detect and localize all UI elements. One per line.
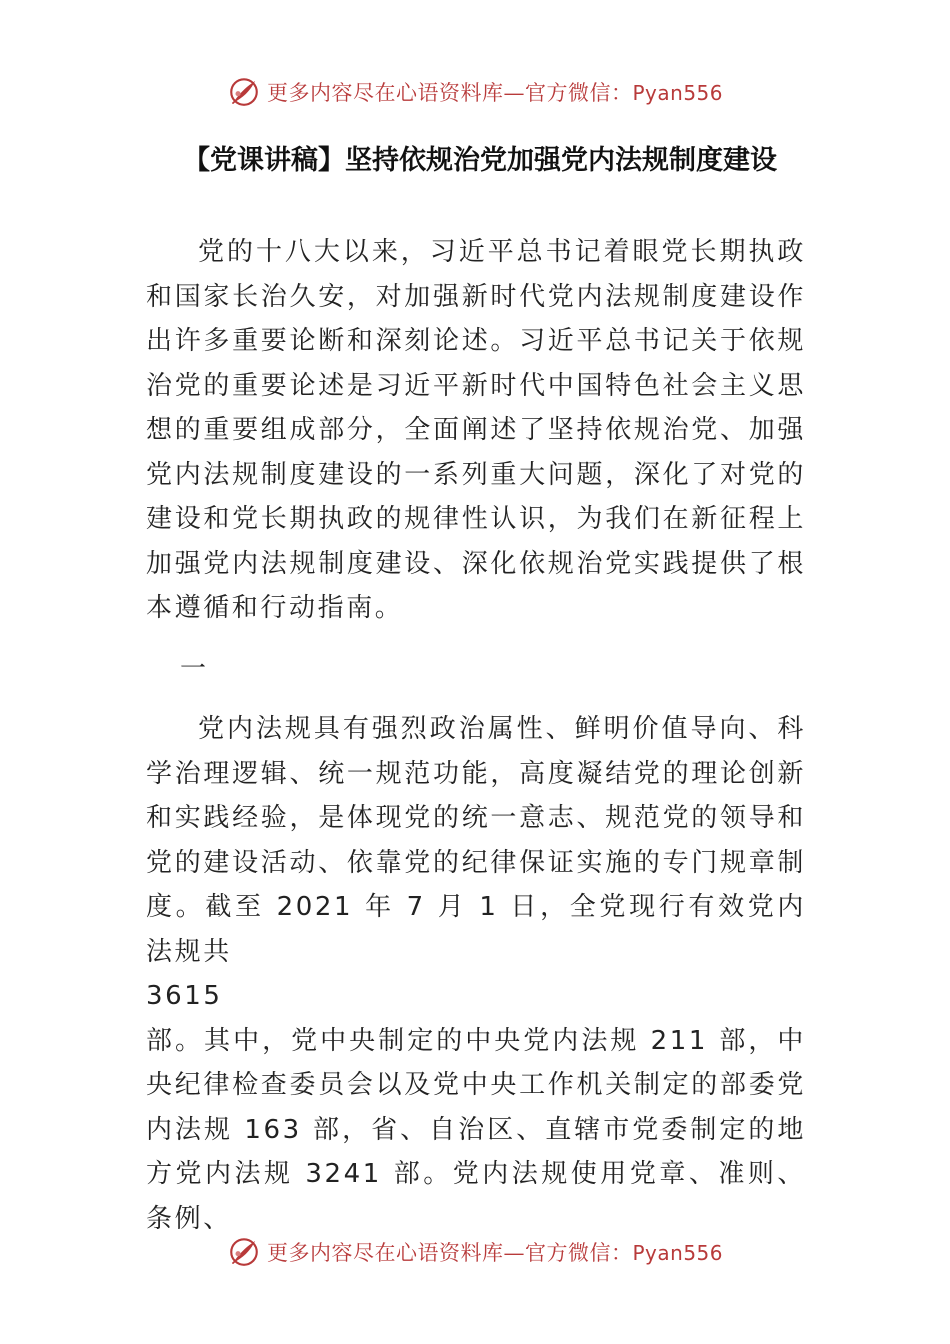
- document-title: 【党课讲稿】坚持依规治党加强党内法规制度建设: [183, 145, 777, 176]
- banner-text-wechat-id: Pyan556: [632, 1241, 723, 1265]
- body-paragraph-2: 党内法规具有强烈政治属性、鲜明价值导向、科学治理逻辑、统一规范功能，高度凝结党的理论创新和实践经验，是体现党的统一意志、规范党的领导和党的建设活动、依靠党的纪律保证实施的专门规章制度。截至 2021 年 7 月 1 日，全党现行有效党内法规共: [146, 714, 806, 967]
- feather-logo-icon: [227, 75, 261, 109]
- body-paragraph-number: 3615: [146, 981, 223, 1011]
- banner-text-wechat-id: Pyan556: [632, 81, 723, 105]
- banner-text: [267, 1237, 723, 1267]
- feather-logo-icon: [227, 1235, 261, 1269]
- banner-text-cn: 更多内容尽在心语资料库—官方微信：: [266, 81, 633, 105]
- footer-banner: [0, 1232, 950, 1272]
- banner-text-cn: 更多内容尽在心语资料库—官方微信：: [266, 1241, 633, 1265]
- document-body: [146, 230, 806, 1241]
- body-paragraph-3: 部。其中，党中央制定的中央党内法规 211 部，中央纪律检查委员会以及党中央工作机关制定的部委党内法规 163 部，省、自治区、直辖市党委制定的地方党内法规 3241 部。党内法规使用党章、准则、条例、: [146, 1025, 806, 1234]
- banner-text: [267, 77, 723, 107]
- section-heading-1: 一: [180, 653, 207, 684]
- body-paragraph-1: 党的十八大以来，习近平总书记着眼党长期执政和国家长治久安，对加强新时代党内法规制度建设作出许多重要论断和深刻论述。习近平总书记关于依规治党的重要论述是习近平新时代中国特色社会主义思想的重要组成部分，全面阐述了坚持依规治党、加强党内法规制度建设的一系列重大问题，深化了对党的建设和党长期执政的规律性认识，为我们在新征程上加强党内法规制度建设、深化依规治党实践提供了根本遵循和行动指南。: [146, 237, 806, 623]
- header-banner: [0, 72, 950, 112]
